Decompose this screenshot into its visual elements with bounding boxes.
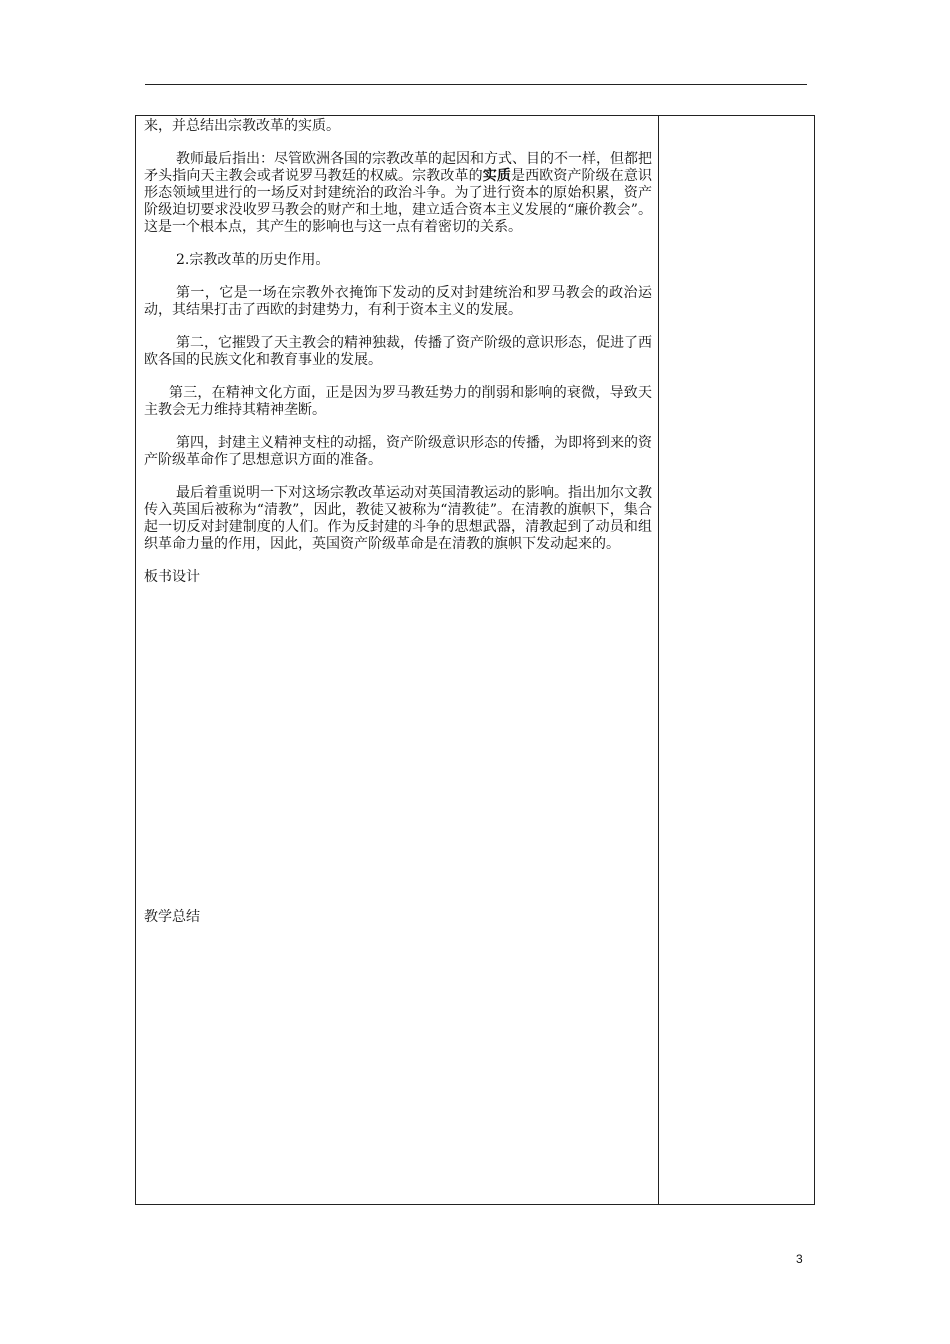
section-heading-historical-role: 2.宗教改革的历史作用。 — [176, 252, 330, 268]
paragraph-teacher-conclusion-part2: 是西欧资产阶级在意识形态领域里进行的一场反对封建统治的政治斗争。为了进行资本的原始积累，资产阶级迫切要求没收罗马教会的财产和土地，建立适合资本主义发展的“廉价教会”。这是一个根本点，其产生的影响也与这一点有着密切的关系。 — [144, 168, 653, 235]
paragraph-teacher-conclusion — [144, 151, 652, 236]
teaching-summary-heading: 教学总结 — [144, 909, 200, 925]
paragraph-puritan-influence: 最后着重说明一下对这场宗教改革运动对英国清教运动的影响。指出加尔文教传入英国后被称为“清教”，因此，教徒又被称为“清教徒”。在清教的旗帜下，集合起一切反对封建制度的人们。作为反封建的斗争的思想武器，清教起到了动员和组织革命力量的作用，因此，英国资产阶级革命是在清教的旗帜下发动起来的。 — [144, 485, 652, 552]
column-divider — [658, 116, 659, 1204]
paragraph-third-point: 第三，在精神文化方面，正是因为罗马教廷势力的削弱和影响的衰微，导致天主教会无力维持其精神垄断。 — [144, 385, 652, 418]
board-design-heading: 板书设计 — [144, 569, 200, 585]
header-rule — [145, 84, 807, 85]
page-number: 3 — [796, 1252, 803, 1266]
paragraph-second-point: 第二，它摧毁了天主教会的精神独裁，传播了资产阶级的意识形态，促进了西欧各国的民族文化和教育事业的发展。 — [144, 335, 652, 368]
paragraph-fourth-point: 第四，封建主义精神支柱的动摇，资产阶级意识形态的传播，为即将到来的资产阶级革命作了思想意识方面的准备。 — [144, 435, 652, 468]
paragraph-first-point: 第一，它是一场在宗教外衣掩饰下发动的反对封建统治和罗马教会的政治运动，其结果打击了西欧的封建势力，有利于资本主义的发展。 — [144, 285, 652, 318]
lesson-content — [144, 118, 652, 602]
lesson-table — [135, 115, 815, 1205]
paragraph-teacher-conclusion-part1: 教师最后指出：尽管欧洲各国的宗教改革的起因和方式、目的不一样，但都把矛头指向天主教会或者说罗马教廷的权威。宗教改革的 — [144, 151, 652, 184]
paragraph-intro: 来，并总结出宗教改革的实质。 — [144, 118, 340, 134]
essence-keyword: 实质 — [482, 168, 511, 184]
